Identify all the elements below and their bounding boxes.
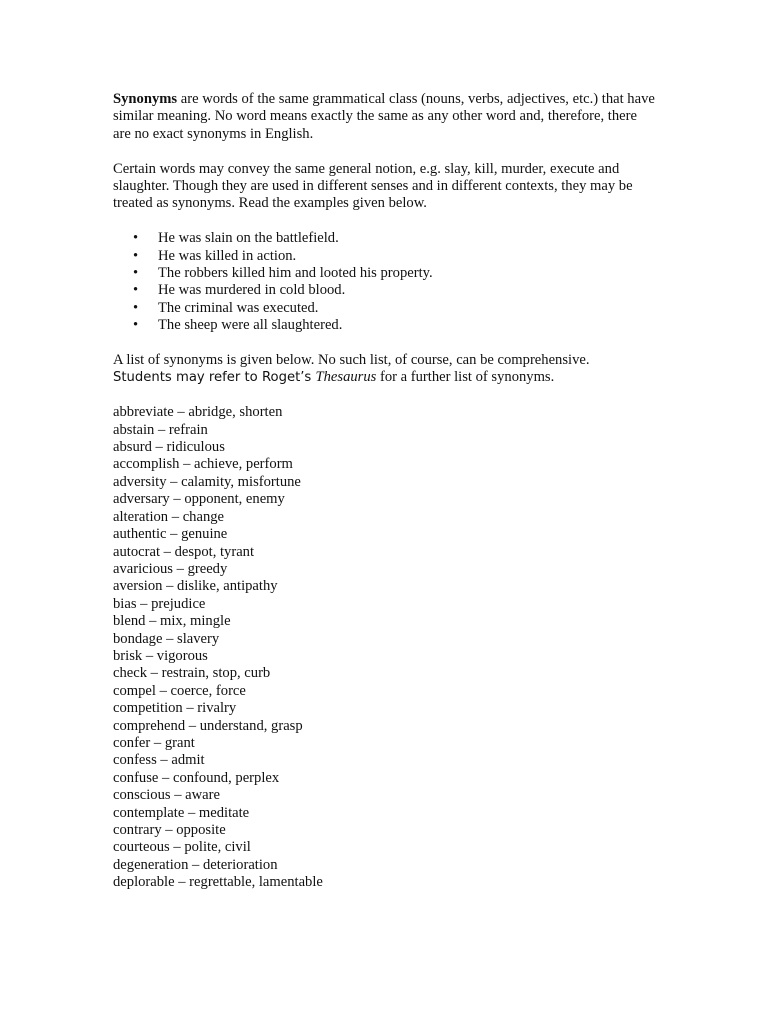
synonym-entry: abbreviate – abridge, shorten [113, 404, 283, 421]
term-synonyms: Synonyms [113, 91, 178, 107]
example-text: He was murdered in cold blood. [158, 282, 346, 299]
synonym-entry: confuse – confound, perplex [113, 769, 280, 786]
synonym-entry: compel – coerce, force [113, 682, 246, 699]
bullet-icon: • [133, 230, 139, 247]
spacer [113, 387, 658, 404]
bullet-icon: • [133, 299, 139, 316]
example-item [113, 300, 658, 317]
notion-paragraph: Certain words may convey the same general notion, e.g. slay, kill, murder, execute and slaughter. Though they are used in different senses and in different contexts, they may be treated as synonyms. Read the examples given below. [113, 160, 633, 212]
intro-text: are words of the same grammatical class (nouns, verbs, adjectives, etc.) that have similar meaning. No word means exactly the same as any other word and, therefore, there are no exact synonyms in English. [113, 91, 655, 142]
examples-list [113, 230, 658, 334]
list-intro-prefix: Students may refer to Roget’s [113, 370, 316, 386]
example-text: The criminal was executed. [158, 299, 319, 316]
synonym-entry: contrary – opposite [113, 822, 226, 838]
example-text: He was slain on the battlefield. [158, 230, 339, 247]
bullet-icon: • [133, 247, 139, 264]
synonym-entry: contemplate – meditate [113, 804, 250, 821]
synonym-entry: deplorable – regrettable, lamentable [113, 874, 323, 891]
example-item [113, 282, 658, 299]
synonym-entry: courteous – polite, civil [113, 839, 251, 856]
synonym-entry: accomplish – achieve, perform [113, 456, 293, 473]
example-item [113, 265, 658, 282]
list-intro-suffix: for a further list of synonyms. [376, 369, 555, 386]
book-title: Thesaurus [315, 369, 377, 386]
synonym-entry: check – restrain, stop, curb [113, 665, 271, 682]
example-item [113, 317, 658, 334]
synonym-entry: alteration – change [113, 508, 225, 525]
example-item [113, 248, 658, 265]
intro-paragraph [113, 91, 658, 143]
list-intro-line-2 [113, 369, 658, 386]
spacer [113, 143, 658, 160]
example-text: The robbers killed him and looted his property. [158, 265, 433, 282]
bullet-icon: • [133, 282, 139, 299]
spacer [113, 335, 658, 352]
bullet-icon: • [133, 317, 139, 334]
synonym-entry: blend – mix, mingle [113, 613, 231, 630]
synonym-entry: avaricious – greedy [113, 560, 228, 577]
synonym-entry: degeneration – deterioration [113, 856, 278, 873]
example-text: He was killed in action. [158, 247, 297, 264]
document-page [113, 91, 658, 892]
synonym-entry: adversary – opponent, enemy [113, 491, 285, 508]
synonym-entry: bondage – slavery [113, 630, 220, 647]
list-intro-line-1: A list of synonyms is given below. No such list, of course, can be comprehensive. [113, 352, 590, 369]
synonym-entry: competition – rivalry [113, 700, 237, 717]
synonym-entry: absurd – ridiculous [113, 439, 225, 456]
bullet-icon: • [133, 265, 139, 282]
synonym-entry: comprehend – understand, grasp [113, 717, 303, 734]
example-text: The sheep were all slaughtered. [158, 317, 343, 334]
synonym-entry: abstain – refrain [113, 421, 208, 438]
synonym-list [113, 404, 658, 891]
example-item [113, 230, 658, 247]
synonym-entry: bias – prejudice [113, 595, 206, 612]
synonym-entry: autocrat – despot, tyrant [113, 543, 255, 560]
synonym-entry: adversity – calamity, misfortune [113, 473, 301, 490]
synonym-entry: authentic – genuine [113, 526, 228, 543]
synonym-entry: aversion – dislike, antipathy [113, 578, 278, 595]
spacer [113, 213, 658, 230]
synonym-entry: confess – admit [113, 752, 205, 769]
synonym-entry: confer – grant [113, 734, 195, 751]
synonym-entry: conscious – aware [113, 787, 220, 804]
synonym-entry: brisk – vigorous [113, 647, 208, 664]
